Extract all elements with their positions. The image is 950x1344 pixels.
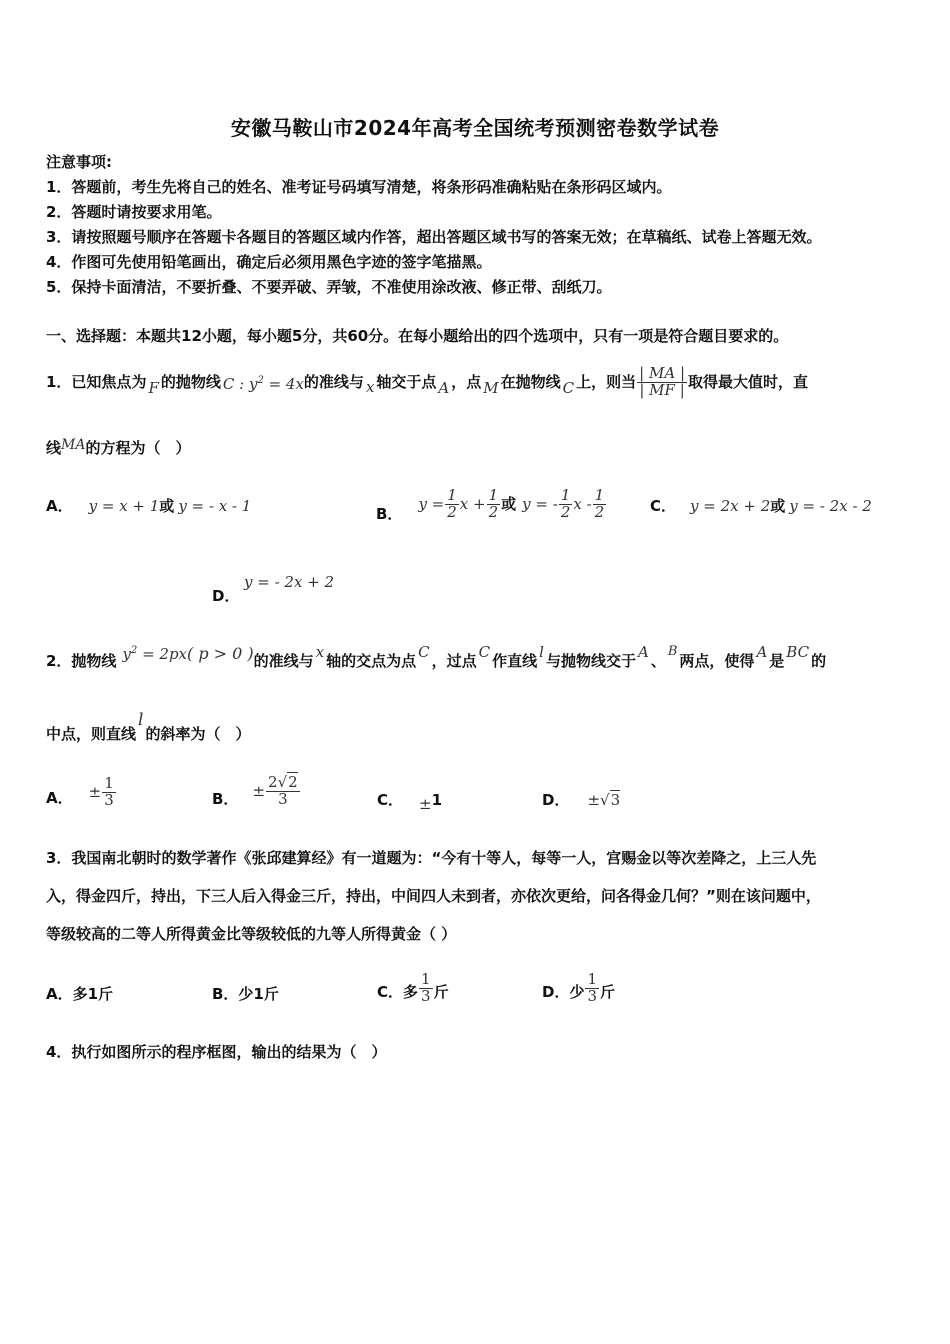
q1-option-c[interactable] xyxy=(650,496,872,516)
notice-item: 5．保持卡面清洁，不要折叠、不要弄破、弄皱，不准使用涂改液、修正带、刮纸刀。 xyxy=(46,278,612,296)
text-span: 或 xyxy=(501,495,517,513)
math-expr: = 4x xyxy=(263,374,304,393)
text-span: 或 xyxy=(770,497,786,515)
text-span: 线 xyxy=(46,439,62,457)
fraction-denominator: 3 xyxy=(104,790,114,809)
option-label: D．少 xyxy=(542,983,585,1001)
math-expr: y = - 2x + 2 xyxy=(244,573,335,591)
text-span: 作直线 xyxy=(492,652,538,670)
fraction: $\frac{2√2}{3}$ xyxy=(268,772,298,808)
text-span: 与抛物线交于 xyxy=(545,652,636,670)
text-span: 的方程为（ ） xyxy=(85,439,191,457)
q2-option-a[interactable] xyxy=(46,770,117,814)
math-expr: y xyxy=(122,644,131,663)
fraction-denominator: | MF | xyxy=(639,380,685,399)
notice-item: 3．请按照题号顺序在答题卡各题目的答题区域内作答，超出答题区域书写的答案无效；在草稿纸、试卷上答题无效。 xyxy=(46,228,822,246)
option-label: C． xyxy=(377,791,404,809)
section-heading: 一、选择题：本题共12小题，每小题5分，共60分。在每小题给出的四个选项中，只有一项是符合题目要求的。 xyxy=(46,327,789,345)
text-span: ，点 xyxy=(451,373,482,392)
question-3-stem: 入，得金四斤，持出，下三人后入得金三斤，持出，中间四人未到者，亦依次更给，问各得金几何？”则在该问题中， xyxy=(46,887,821,905)
fraction-denominator: 3 xyxy=(278,789,288,808)
text-span: 是 xyxy=(769,652,785,670)
fraction xyxy=(487,485,501,521)
math-var: C xyxy=(562,379,575,398)
text-span: 的准线与 xyxy=(303,373,364,392)
math-var: C xyxy=(418,643,430,661)
q3-option-b[interactable]: B．少1斤 xyxy=(212,985,279,1003)
math-expr: ( p > 0 ) xyxy=(187,643,254,663)
text-span: 的斜率为（ ） xyxy=(145,725,251,743)
fraction-numerator: 1 xyxy=(560,485,571,504)
q2-option-c[interactable] xyxy=(377,790,443,813)
unit-text: 斤 xyxy=(600,983,616,1001)
fraction-numerator: 1 xyxy=(447,485,457,504)
math-expr: x + xyxy=(459,495,486,513)
q3-option-c[interactable] xyxy=(377,960,449,1016)
math-var: l xyxy=(539,643,544,661)
math-var: l xyxy=(138,710,144,730)
fraction-numerator: 1 xyxy=(421,969,431,988)
math-expr: y = - xyxy=(522,495,558,513)
option-label: A． xyxy=(46,497,73,515)
math-var: A xyxy=(438,379,450,398)
math-expr: ± xyxy=(587,791,601,809)
math-sup: 2 xyxy=(257,374,264,386)
text-span: ，过点 xyxy=(431,652,477,670)
math-var: B xyxy=(667,644,678,659)
notice-item: 4．作图可先使用铅笔画出，确定后必须用黑色字迹的签字笔描黑。 xyxy=(46,253,492,271)
text-span: 中点，则直线 xyxy=(46,725,137,743)
fraction xyxy=(102,773,116,809)
math-var: BC xyxy=(786,643,810,661)
math-expr: ± xyxy=(419,795,432,813)
question-2-stem xyxy=(46,634,826,670)
text-span: 上，则当 xyxy=(576,373,637,392)
q2-option-d[interactable]: D． ± √3 xyxy=(542,791,621,809)
question-2-stem-line2 xyxy=(46,706,250,742)
text-span: 2．抛物线 xyxy=(46,652,117,670)
math-var: A xyxy=(756,643,768,661)
text-span: 的抛物线 xyxy=(160,373,221,392)
fraction-denominator: 2 xyxy=(560,502,571,521)
math-expr: y = x + 1 xyxy=(88,497,160,515)
radicand: 3 xyxy=(610,791,621,809)
notice-heading: 注意事项: xyxy=(46,153,112,171)
math-var: MA xyxy=(61,437,86,453)
math-var: C xyxy=(478,643,491,661)
notice-item: 1．答题前，考生先将自己的姓名、准考证号码填写清楚，将条形码准确粘贴在条形码区域内。 xyxy=(46,178,672,196)
math-expr: y = - x - 1 xyxy=(178,497,252,515)
option-label: C．多 xyxy=(377,983,419,1001)
question-1-stem-line2 xyxy=(46,438,190,459)
question-1-stem xyxy=(46,366,808,399)
math-expr: y = 2x + 2 xyxy=(690,497,771,515)
fraction xyxy=(419,969,433,1005)
math-var: A xyxy=(638,643,649,661)
question-3-stem: 等级较高的二等人所得黄金比等级较低的九等人所得黄金（ ） xyxy=(46,925,457,943)
option-label: B． xyxy=(212,790,239,808)
math-expr: ± xyxy=(252,782,266,800)
math-expr: y = xyxy=(418,495,445,513)
text-span: 1．已知焦点为 xyxy=(46,373,147,392)
fraction xyxy=(593,485,607,521)
text-span: 的准线与 xyxy=(253,652,314,670)
radicand: 2 xyxy=(288,772,298,791)
text-span: 或 xyxy=(159,497,175,515)
text-span: 轴的交点为点 xyxy=(326,652,417,670)
notice-item: 2．答题时请按要求用笔。 xyxy=(46,203,222,221)
fraction xyxy=(445,485,459,521)
fraction-denominator: 3 xyxy=(587,986,597,1005)
text-span: 、 xyxy=(650,652,666,670)
q1-option-b[interactable] xyxy=(376,474,607,534)
fraction-denominator: 2 xyxy=(447,502,457,521)
fraction-denominator: 2 xyxy=(594,502,605,521)
math-expr: x - xyxy=(573,495,592,513)
text-span: 在抛物线 xyxy=(500,373,561,392)
math-expr: y = - 2x - 2 xyxy=(789,497,872,515)
q1-option-a[interactable] xyxy=(46,496,251,516)
text-span: 轴交于点 xyxy=(376,373,437,392)
text-span: 的 xyxy=(811,652,827,670)
math-sup: 2 xyxy=(130,644,138,656)
fraction-numerator: | MA | xyxy=(639,364,685,382)
unit-text: 斤 xyxy=(433,983,449,1001)
math-var: F xyxy=(148,379,159,398)
fraction-numerator: 1 xyxy=(488,485,499,504)
option-label: B． xyxy=(376,505,403,523)
option-label: A． xyxy=(46,789,73,807)
text-span: 两点，使得 xyxy=(679,652,755,670)
text-span: 取得最大值时，直 xyxy=(688,373,809,392)
q3-option-a[interactable]: A．多1斤 xyxy=(46,985,114,1003)
fraction-denominator: 2 xyxy=(488,502,499,521)
math-expr: ± xyxy=(88,783,102,801)
option-label: D． xyxy=(212,587,240,605)
math-expr: = 2px xyxy=(137,644,188,663)
fraction-numerator: 1 xyxy=(594,485,605,504)
math-expr: 1 xyxy=(431,791,443,809)
option-label: D． xyxy=(542,791,570,809)
fraction-denominator: 3 xyxy=(421,986,431,1005)
math-var: x xyxy=(315,643,325,661)
question-3-stem: 3．我国南北朝时的数学著作《张邱建算经》有一道题为：“今有十等人，每等一人，宫赐金以等次差降之，上三人先 xyxy=(46,849,817,867)
question-4-stem: 4．执行如图所示的程序框图，输出的结果为（ ） xyxy=(46,1043,387,1061)
fraction xyxy=(637,366,687,399)
fraction-numerator: 2 xyxy=(268,772,278,791)
fraction xyxy=(585,969,599,1005)
math-var: M xyxy=(483,379,499,398)
fraction-numerator: 1 xyxy=(587,969,597,988)
q3-option-d[interactable] xyxy=(542,960,615,1016)
fraction xyxy=(559,485,573,521)
fraction-numerator: 1 xyxy=(104,773,114,792)
option-label: C． xyxy=(650,497,677,515)
page-title: 安徽马鞍山市2024年高考全国统考预测密卷数学试卷 xyxy=(230,116,720,140)
q2-option-b[interactable] xyxy=(212,766,301,816)
math-expr: C : y xyxy=(222,374,258,393)
math-var: x xyxy=(365,378,375,397)
